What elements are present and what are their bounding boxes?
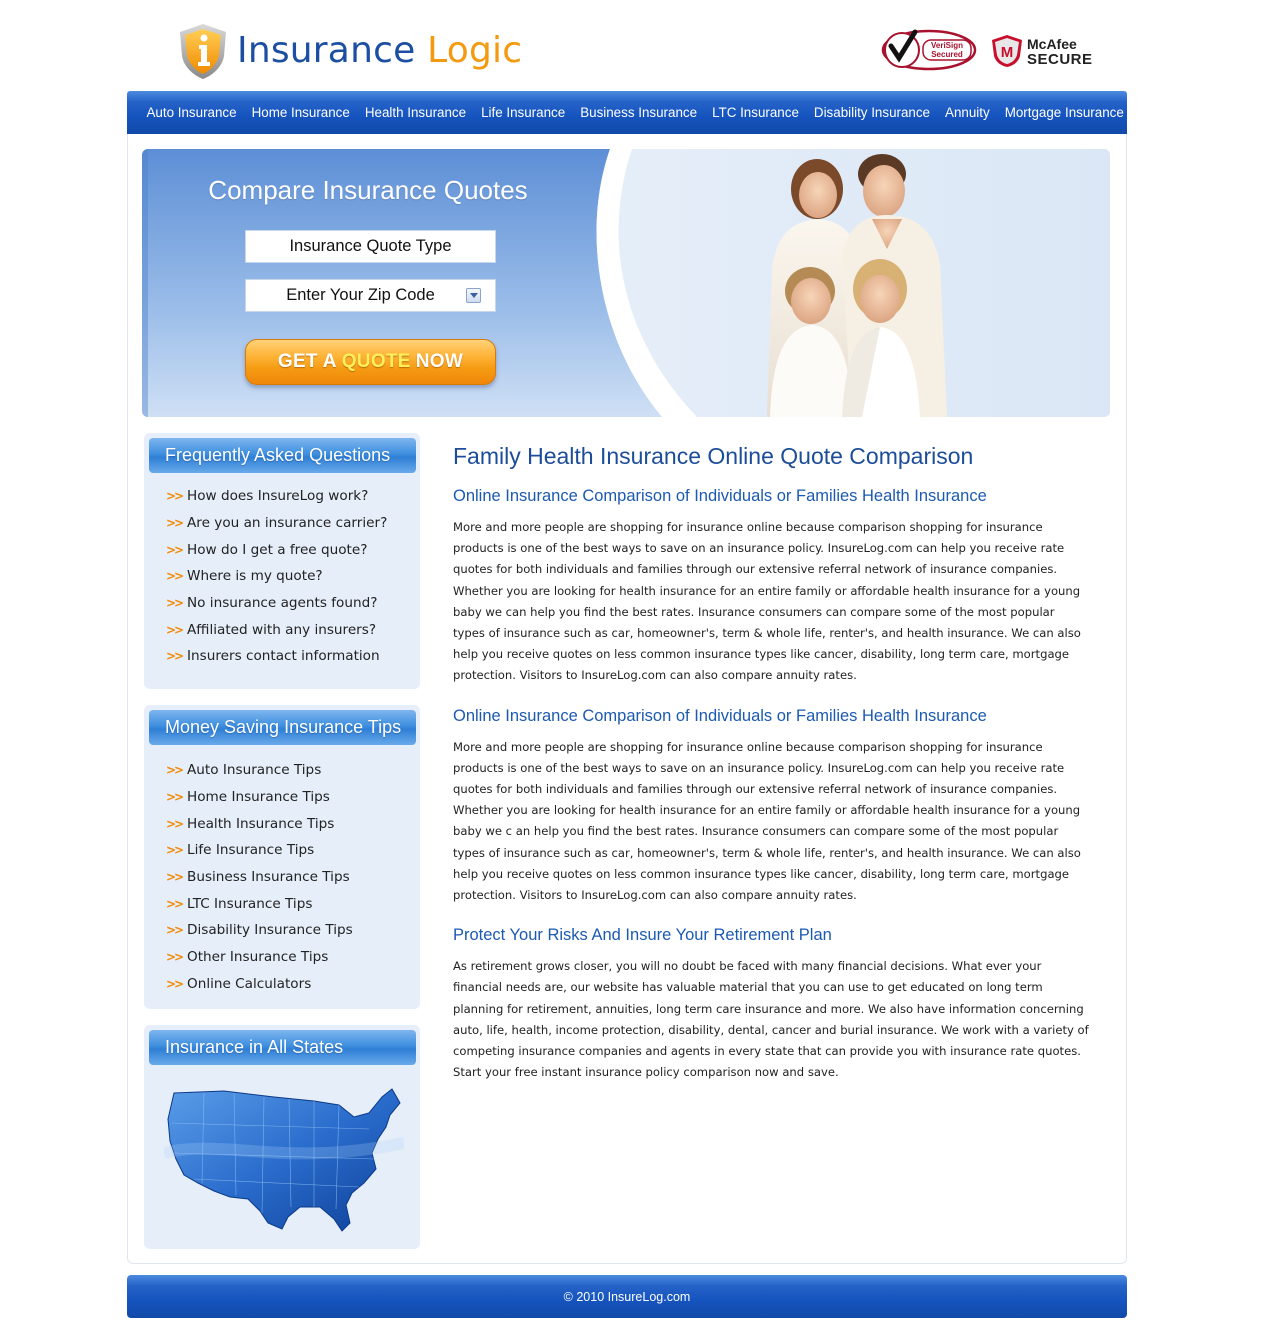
verisign-secured-badge[interactable]	[879, 22, 979, 74]
double-chevron-icon: >>	[166, 542, 183, 557]
tips-link[interactable]: Auto Insurance Tips	[187, 762, 322, 779]
hero-banner	[142, 149, 1110, 417]
double-chevron-icon: >>	[166, 870, 183, 885]
logo-word-insurance: Insurance	[237, 30, 416, 71]
list-item[interactable]	[166, 944, 353, 971]
mcafee-secure-badge[interactable]	[991, 34, 1091, 74]
double-chevron-icon: >>	[166, 649, 183, 664]
nav-life-insurance[interactable]: Life Insurance	[481, 105, 566, 120]
verisign-text-1: VeriSign	[930, 41, 964, 50]
list-item[interactable]	[166, 590, 387, 617]
section-body: As retirement grows closer, you will no doubt be faced with many financial decisions. What ever your financial needs are, our website has valuable material that you can use to get educated on long term planning for retirement, annuities, long term care insurance and more. We also have information concerning auto, life, health, income protection, disability, dental, cancer and burial insurance. We work with a variety of competing insurance companies and agents in every state that can provide you with insurance rate quotes. Start your free instant insurance policy comparison now and save.	[453, 959, 1089, 1080]
double-chevron-icon: >>	[166, 763, 183, 778]
shield-info-icon[interactable]	[177, 22, 229, 80]
section-body: More and more people are shopping for insurance online because comparison shopping for insurance products is one of the best ways to save on an insurance policy. InsureLog.com can help you receive rate quotes for both individuals and families through our extensive referral network of insurance companies. Whether you are looking for health insurance for an entire family or affordable health insurance for a young baby we c an help you find the best rates. Insurance consumers can compare some of the most popular types of insurance such as car, homeowner's, term & whole life, renter's, and health insurance. We can also help you receive quotes on less common insurance types like cancer, disability, long term care, mortgage protection. Visitors to InsureLog.com can also compare annuity rates.	[453, 739, 1081, 903]
mcafee-line-1: McAfee	[1027, 36, 1077, 52]
faq-link[interactable]: Insurers contact information	[187, 648, 380, 665]
list-item[interactable]	[166, 616, 387, 643]
faq-link[interactable]: How does InsureLog work?	[187, 488, 369, 505]
double-chevron-icon: >>	[166, 843, 183, 858]
list-item[interactable]	[166, 784, 353, 811]
list-item[interactable]	[166, 917, 353, 944]
faq-box	[144, 433, 420, 689]
mcafee-text	[1027, 36, 1093, 68]
copyright-text: © 2010 InsureLog.com	[563, 1289, 691, 1304]
list-item[interactable]	[166, 536, 387, 563]
double-chevron-icon: >>	[166, 790, 183, 805]
tips-link[interactable]: Business Insurance Tips	[187, 869, 350, 886]
site-footer	[127, 1275, 1127, 1318]
faq-link[interactable]: How do I get a free quote?	[187, 541, 368, 558]
faq-title: Frequently Asked Questions	[149, 438, 416, 473]
double-chevron-icon: >>	[166, 622, 183, 637]
list-item[interactable]	[166, 757, 353, 784]
main-content	[453, 443, 1093, 1103]
us-map-icon[interactable]	[164, 1083, 404, 1235]
get-quote-button[interactable]	[245, 339, 496, 385]
get-quote-text-3: NOW	[415, 351, 464, 372]
get-quote-text-2: QUOTE	[341, 351, 411, 372]
tips-link[interactable]: Life Insurance Tips	[187, 842, 315, 859]
family-photo	[742, 149, 1002, 417]
tips-link[interactable]: Health Insurance Tips	[187, 815, 335, 832]
list-item[interactable]	[166, 643, 387, 670]
list-item[interactable]	[166, 483, 387, 510]
mcafee-line-2: SECURE	[1027, 51, 1093, 68]
faq-link[interactable]: Where is my quote?	[187, 568, 323, 585]
hero-title: Compare Insurance Quotes	[208, 175, 528, 205]
list-item[interactable]	[166, 971, 353, 998]
zip-code-label: Enter Your Zip Code	[286, 286, 435, 304]
list-item[interactable]	[166, 890, 353, 917]
section-body: More and more people are shopping for insurance online because comparison shopping for insurance products is one of the best ways to save on an insurance policy. InsureLog.com can help you receive rate quotes for both individuals and families through our extensive referral network of insurance companies. Whether you are looking for health insurance for an entire family or affordable health insurance for a young baby we can help you find the best rates. Insurance consumers can compare some of the most popular types of insurance such as car, homeowner's, term & whole life, renter's, and health insurance. We can also help you receive quotes on less common insurance types like cancer, disability, long term care, mortgage protection. Visitors to InsureLog.com can also compare annuity rates.	[453, 520, 1081, 683]
double-chevron-icon: >>	[166, 896, 183, 911]
tips-list	[166, 757, 353, 997]
svg-text:M: M	[1000, 44, 1014, 61]
double-chevron-icon: >>	[166, 816, 183, 831]
faq-link[interactable]: Are you an insurance carrier?	[187, 515, 388, 532]
logo-word-logic: Logic	[427, 30, 523, 71]
states-box	[144, 1025, 420, 1249]
tips-link[interactable]: Home Insurance Tips	[187, 789, 330, 806]
list-item[interactable]	[166, 810, 353, 837]
tips-box	[144, 705, 420, 1009]
nav-mortgage-insurance[interactable]: Mortgage Insurance	[1004, 105, 1124, 120]
list-item[interactable]	[166, 837, 353, 864]
list-item[interactable]	[166, 510, 387, 537]
double-chevron-icon: >>	[166, 489, 183, 504]
nav-health-insurance[interactable]: Health Insurance	[364, 105, 467, 120]
faq-link[interactable]: Affiliated with any insurers?	[187, 621, 377, 638]
tips-link[interactable]: Online Calculators	[187, 975, 312, 992]
quote-type-label: Insurance Quote Type	[289, 237, 452, 255]
nav-annuity[interactable]: Annuity	[945, 105, 990, 120]
main-nav	[127, 91, 1127, 134]
list-item[interactable]	[166, 563, 387, 590]
double-chevron-icon: >>	[166, 596, 183, 611]
list-item[interactable]	[166, 864, 353, 891]
faq-list	[166, 483, 387, 670]
page-title: Family Health Insurance Online Quote Comparison	[453, 443, 974, 469]
double-chevron-icon: >>	[166, 923, 183, 938]
faq-link[interactable]: No insurance agents found?	[187, 595, 378, 612]
section-heading: Online Insurance Comparison of Individuals or Families Health Insurance	[453, 487, 987, 505]
insurance-quote-type-select[interactable]	[245, 230, 496, 263]
tips-link[interactable]: Other Insurance Tips	[187, 949, 329, 966]
site-logo-text[interactable]	[237, 30, 522, 71]
nav-auto-insurance[interactable]: Auto Insurance	[146, 105, 237, 120]
states-title: Insurance in All States	[149, 1030, 416, 1065]
tips-link[interactable]: Disability Insurance Tips	[187, 922, 353, 939]
zip-code-field[interactable]	[245, 279, 496, 312]
nav-home-insurance[interactable]: Home Insurance	[251, 105, 350, 120]
double-chevron-icon: >>	[166, 950, 183, 965]
double-chevron-icon: >>	[166, 976, 183, 991]
section-heading: Online Insurance Comparison of Individuals or Families Health Insurance	[453, 706, 987, 725]
site-header	[127, 0, 1127, 91]
nav-business-insurance[interactable]: Business Insurance	[580, 105, 698, 120]
chevron-down-icon[interactable]	[466, 288, 481, 303]
nav-ltc-insurance[interactable]: LTC Insurance	[712, 105, 799, 120]
get-quote-text-1: GET A	[277, 351, 337, 372]
section-heading: Protect Your Risks And Insure Your Retirement Plan	[453, 926, 832, 945]
double-chevron-icon: >>	[166, 516, 183, 531]
mcafee-shield-icon	[991, 34, 1023, 68]
tips-link[interactable]: LTC Insurance Tips	[187, 895, 313, 912]
nav-disability-insurance[interactable]: Disability Insurance	[813, 105, 931, 120]
tips-title: Money Saving Insurance Tips	[149, 710, 416, 745]
verisign-text-2: Secured	[931, 50, 963, 59]
double-chevron-icon: >>	[166, 569, 183, 584]
